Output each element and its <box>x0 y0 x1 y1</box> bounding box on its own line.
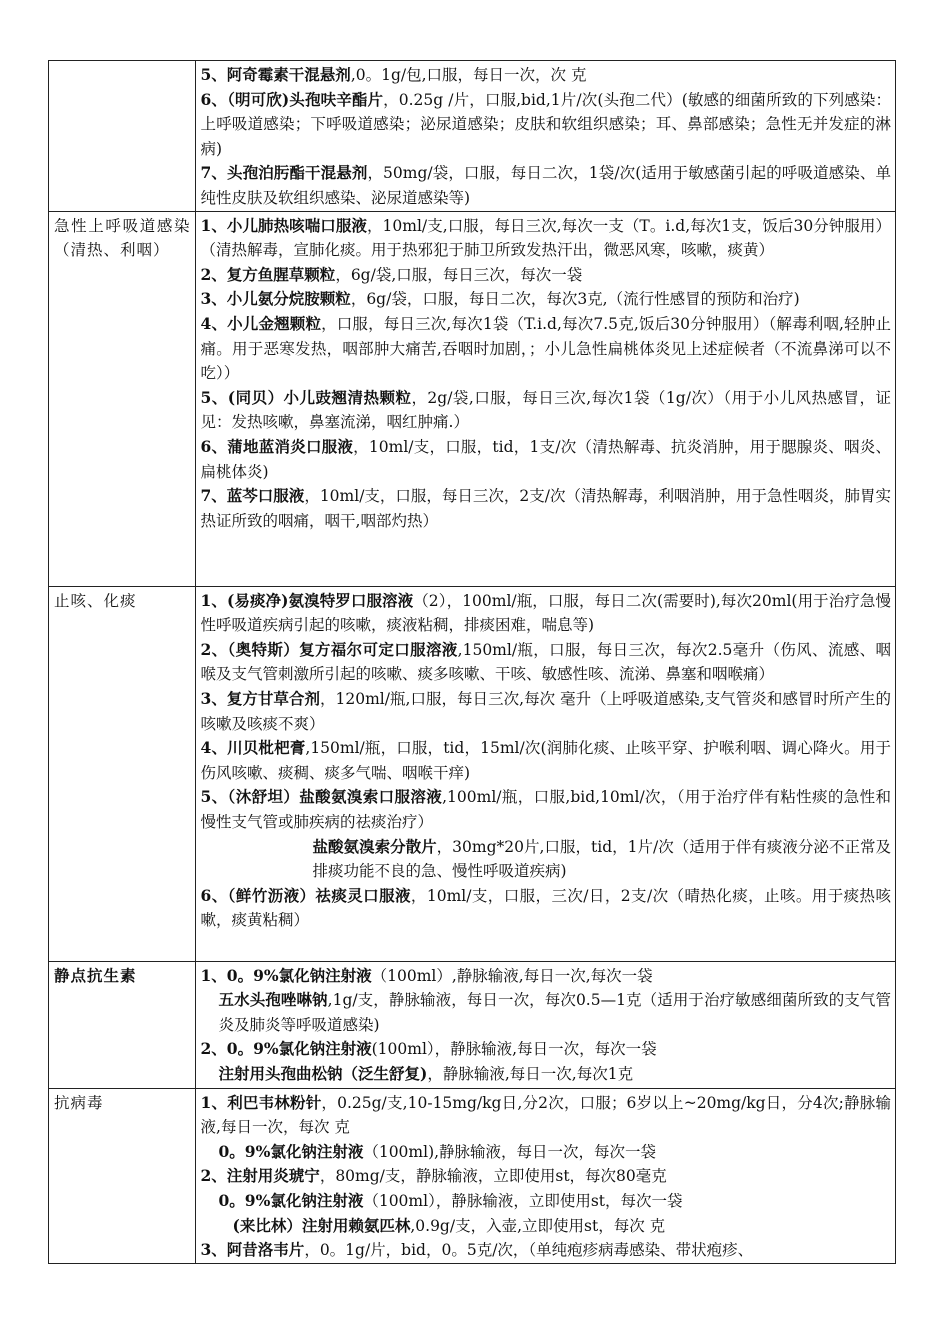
drug-detail: ，10ml/支，口服，三次/日，2支/次（晴热化痰，止咳。用于痰热咳嗽，痰黄粘稠） <box>200 886 891 930</box>
drug-detail: ，2g/袋,口服，每日三次,每次1袋（1g/次）（用于小儿风热感冒，证见：发热咳嗽，鼻塞流涕，咽红肿痛.） <box>200 388 891 432</box>
drug-name: 1、小儿肺热咳喘口服液 <box>200 215 367 235</box>
drug-name: 2、0。9%氯化钠注射液 <box>200 1039 372 1059</box>
drug-detail: ，0.25g/支,10-15mg/kg日,分2次，口服；6岁以上~20mg/kg日，分4次;静脉输液,每日一次，每次 克 <box>200 1093 891 1137</box>
drug-detail: ,0.9g/支，入壶,立即使用st，每次 克 <box>410 1216 666 1235</box>
drug-name: 6、（明可欣)头孢呋辛酯片 <box>200 89 384 109</box>
drug-detail: (100ml），静脉输液,每日一次，每次一袋 <box>371 1040 657 1059</box>
table-row <box>49 61 896 212</box>
drug-entry <box>201 785 891 834</box>
drug-detail: （100ml）,静脉输液,每日一次,每次一袋 <box>371 966 653 985</box>
drug-detail: ，30mg*20片,口服，tid，1片/次（适用于伴有痰液分泌不正常及排痰功能不良的急、慢性呼吸道疾病) <box>312 837 891 881</box>
drug-name: 5、阿奇霉素干混悬剂 <box>200 65 351 84</box>
drug-entry <box>201 63 891 88</box>
drug-name: 2、复方鱼腥草颗粒 <box>200 264 336 284</box>
drug-detail: ，120ml/瓶,口服，每日三次,每次 毫升（上呼吸道感染,支气管炎和感冒时所产生的咳嗽及咳痰不爽） <box>200 689 891 733</box>
drug-name: 1、(易痰净)氨溴特罗口服溶液 <box>200 590 414 610</box>
drug-name: 2、注射用炎琥宁 <box>200 1166 320 1186</box>
drug-name: 7、蓝芩口服液 <box>200 486 305 506</box>
drug-entry <box>201 88 891 162</box>
drug-entry <box>201 386 891 435</box>
drug-entry <box>201 287 891 312</box>
drug-entry <box>201 214 891 263</box>
drug-name: 盐酸氨溴索分散片 <box>312 836 437 856</box>
drug-name: 7、头孢泊肟酯干混悬剂 <box>200 163 368 183</box>
drug-entry <box>201 312 891 386</box>
drug-entry <box>201 835 891 884</box>
drug-list-cell <box>195 961 895 1088</box>
drug-entry <box>201 589 891 638</box>
drug-detail: ，50mg/袋，口服，每日二次，1袋/次(适用于敏感菌引起的呼吸道感染、单纯性皮肤及软组织感染、泌尿道感染等) <box>200 164 891 207</box>
drug-detail: （100ml),静脉输液，每日一次，每次一袋 <box>363 1142 657 1161</box>
drug-entry <box>201 1140 891 1165</box>
drug-entry <box>201 1214 891 1239</box>
drug-list-cell <box>195 211 895 586</box>
drug-detail: ,150ml/瓶，口服，每日三次，每次2.5毫升（伤风、流感、咽喉及支气管刺激所引起的咳嗽、痰多咳嗽、干咳、敏感性咳、流涕、鼻塞和咽喉痛） <box>200 640 891 684</box>
drug-detail: ，10ml/支,口服，每日三次,每次一支（T。i.d,每次1支，饭后30分钟服用）（清热解毒，宣肺化痰。用于热邪犯于肺卫所致发热汗出，微恶风寒，咳嗽，痰黄） <box>200 216 891 260</box>
drug-name: 2、（奥特斯）复方福尔可定口服溶液 <box>200 639 458 659</box>
drug-name: 注射用头孢曲松钠（泛生舒复) <box>218 1063 428 1083</box>
drug-name: 3、复方甘草合剂 <box>200 688 320 708</box>
category-cell <box>49 61 196 212</box>
drug-name: 5、（沐舒坦）盐酸氨溴索口服溶液 <box>200 787 443 807</box>
drug-detail: ，静脉输液,每日一次,每次1克 <box>427 1064 634 1083</box>
drug-detail: ，口服，每日三次,每次1袋（T.i.d,每次7.5克,饭后30分钟服用）（解毒利咽,轻肿止痛。用于恶寒发热，咽部肿大痛苦,吞咽时加剧，；小儿急性扁桃体炎见上述症候者（不流鼻涕可以不吃）） <box>200 314 891 383</box>
table-row <box>49 961 896 1088</box>
table-row <box>49 586 896 961</box>
drug-entry <box>201 161 891 210</box>
drug-entry <box>201 435 891 484</box>
drug-table <box>48 60 896 1264</box>
drug-list-cell <box>195 61 895 212</box>
drug-name: 五水头孢唑啉钠 <box>218 990 328 1010</box>
drug-name: 6、蒲地蓝消炎口服液 <box>200 436 354 456</box>
drug-entry <box>201 736 891 785</box>
drug-entry <box>201 638 891 687</box>
drug-name: 3、阿昔洛韦片 <box>200 1240 305 1260</box>
drug-entry <box>201 988 891 1037</box>
category-cell: 静点抗生素 <box>49 961 196 1088</box>
drug-name: 1、0。9%氯化钠注射液 <box>200 965 372 985</box>
drug-detail: （100ml），静脉输液，立即使用st，每次一袋 <box>363 1191 683 1210</box>
drug-entry <box>201 1189 891 1214</box>
category-cell: 止咳、化痰 <box>49 586 196 961</box>
drug-entry <box>201 1164 891 1189</box>
drug-name: 5、(同贝）小儿豉翘清热颗粒 <box>200 387 412 407</box>
drug-entry <box>201 964 891 989</box>
drug-detail: ，6g/袋，口服，每日二次，每次3克,（流行性感冒的预防和治疗) <box>350 290 800 309</box>
drug-detail: ，6g/袋,口服，每日三次，每次一袋 <box>335 265 583 284</box>
drug-entry <box>201 884 891 933</box>
drug-detail: ，0.25g /片，口服,bid,1片/次(头孢二代）(敏感的细菌所致的下列感染：上呼吸道感染；下呼吸道感染；泌尿道感染；皮肤和软组织感染；耳、鼻部感染；急性无并发症的淋病) <box>200 90 891 158</box>
drug-entry <box>201 687 891 736</box>
category-cell: 急性上呼吸道感染（清热、利咽） <box>49 211 196 586</box>
drug-detail: ,0。1g/包,口服，每日一次，次 克 <box>350 66 587 84</box>
drug-entry <box>201 1062 891 1087</box>
drug-name: 6、（鲜竹沥液）祛痰灵口服液 <box>200 885 411 905</box>
drug-list-cell <box>195 586 895 961</box>
drug-detail: ,150ml/瓶，口服，tid，15ml/次(润肺化痰、止咳平穿、护喉利咽、调心降火。用于伤风咳嗽、痰稠、痰多气喘、咽喉干痒) <box>200 739 891 782</box>
drug-name: 0。9%氯化钠注射液 <box>218 1190 364 1210</box>
table-row <box>49 1088 896 1263</box>
drug-detail: ,100ml/瓶，口服,bid,10ml/次，（用于治疗伴有粘性痰的急性和慢性支气管或肺疾病的祛痰治疗） <box>200 788 891 831</box>
drug-name: (来比林）注射用赖氨匹林 <box>232 1215 411 1235</box>
drug-name: 4、川贝枇杷膏 <box>200 738 306 758</box>
table-body <box>49 61 896 1264</box>
drug-detail: ，10ml/支，口服，tid，1支/次（清热解毒、抗炎消肿，用于腮腺炎、咽炎、扁桃体炎) <box>200 437 891 481</box>
drug-entry <box>201 484 891 533</box>
drug-name: 4、小儿金翘颗粒 <box>200 313 322 333</box>
drug-entry <box>201 1091 891 1140</box>
drug-entry <box>201 1238 891 1263</box>
drug-entry <box>201 1037 891 1062</box>
drug-name: 1、利巴韦林粉针 <box>200 1092 322 1112</box>
drug-name: 0。9%氯化钠注射液 <box>218 1141 364 1161</box>
drug-detail: ，0。1g/片，bid，0。5克/次，（单纯疱疹病毒感染、带状疱疹、 <box>304 1241 754 1260</box>
drug-detail: ，10ml/支，口服，每日三次，2支/次（清热解毒，利咽消肿，用于急性咽炎，肺胃实热证所致的咽痛，咽干,咽部灼热） <box>200 487 891 530</box>
drug-detail: ,1g/支，静脉输液，每日一次，每次0.5—1克（适用于治疗敏感细菌所致的支气管炎及肺炎等呼吸道感染) <box>218 991 891 1034</box>
drug-detail: ，80mg/支，静脉输液，立即使用st，每次80毫克 <box>319 1167 667 1186</box>
table-row <box>49 211 896 586</box>
category-cell: 抗病毒 <box>49 1088 196 1263</box>
drug-entry <box>201 263 891 288</box>
drug-detail: （2），100ml/瓶，口服，每日二次(需要时),每次20ml(用于治疗急慢性呼吸道疾病引起的咳嗽，痰液粘稠，排痰困难，喘息等) <box>200 591 891 635</box>
drug-name: 3、小儿氨分烷胺颗粒 <box>200 289 351 309</box>
drug-list-cell <box>195 1088 895 1263</box>
